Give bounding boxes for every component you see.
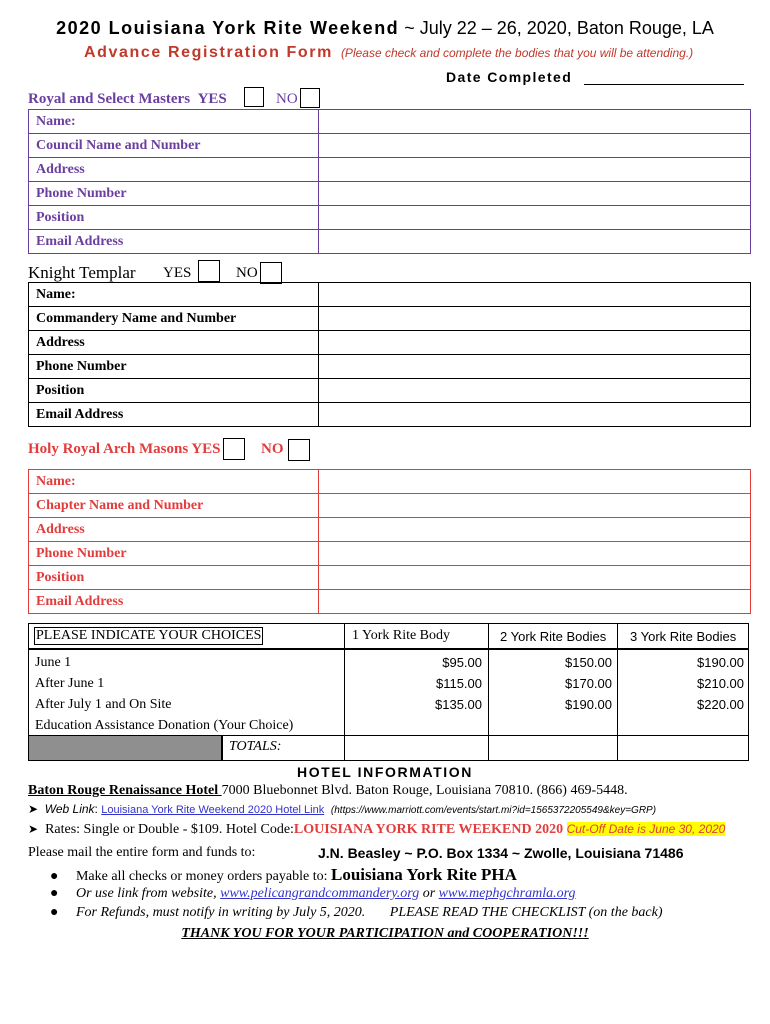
price-afterjune1-1[interactable]: $115.00 xyxy=(435,676,482,691)
hotel-link[interactable]: Louisiana York Rite Weekend 2020 Hotel Link xyxy=(101,804,325,816)
ra-chapter-label: Chapter Name and Number xyxy=(29,494,319,518)
hotel-code: LOUISIANA YORK RITE WEEKEND 2020 xyxy=(293,822,564,837)
ra-email-field[interactable] xyxy=(319,590,751,614)
or-text: or xyxy=(419,886,439,901)
col-2-bodies: 2 York Rite Bodies xyxy=(500,629,607,644)
rs-name-field[interactable] xyxy=(319,110,751,134)
col-3-prices[interactable] xyxy=(618,652,744,715)
choices-bottom-rule xyxy=(28,760,749,761)
checklist-text: PLEASE READ THE CHECKLIST (on the back) xyxy=(389,905,663,920)
arrow-bullet-icon: ➤ xyxy=(28,802,39,816)
choices-top-rule xyxy=(28,623,749,624)
refund-line: ● For Refunds, must notify in writing by July 5, 2020. PLEASE READ THE CHECKLIST (on the back) xyxy=(50,905,663,920)
payable-to: Louisiana York Rite PHA xyxy=(331,865,517,884)
cutoff-date: Cut-Off Date is June 30, 2020 xyxy=(566,822,726,836)
col-2-prices[interactable] xyxy=(489,652,612,715)
hotel-address-line xyxy=(28,783,628,799)
royal-select-table xyxy=(28,109,751,254)
choices-right-rule xyxy=(748,623,749,761)
choices-row-labels xyxy=(35,652,293,736)
kt-address-label: Address xyxy=(29,331,319,355)
rs-council-label: Council Name and Number xyxy=(29,134,319,158)
weblink-line: ➤ Web Link: Louisiana York Rite Weekend 2020 Hotel Link (https://www.marriott.com/events/start.mi?id=1565372205549&key=GRP) xyxy=(28,802,657,816)
rs-name-label: Name: xyxy=(29,110,319,134)
kt-yes-label: YES xyxy=(163,265,192,281)
rs-email-field[interactable] xyxy=(319,230,751,254)
kt-email-label: Email Address xyxy=(29,403,319,427)
kt-phone-label: Phone Number xyxy=(29,355,319,379)
royal-arch-heading: Holy Royal Arch Masons YES xyxy=(28,441,221,457)
ra-phone-label: Phone Number xyxy=(29,542,319,566)
subtitle-note: (Please check and complete the bodies that you will be attending.) xyxy=(340,46,694,60)
royal-arch-table xyxy=(28,469,751,614)
arrow-bullet-icon-2: ➤ xyxy=(28,822,39,836)
royal-select-heading: Royal and Select Masters YES xyxy=(28,91,227,107)
royal-select-no-label: NO xyxy=(276,91,298,107)
ra-name-field[interactable] xyxy=(319,470,751,494)
title-event: 2020 Louisiana York Rite Weekend xyxy=(56,18,400,38)
rs-position-field[interactable] xyxy=(319,206,751,230)
kt-phone-field[interactable] xyxy=(319,355,751,379)
hotel-link-url: (https://www.marriott.com/events/start.mi?id=1565372205549&key=GRP) xyxy=(330,805,657,816)
price-afterjune1-3[interactable]: $210.00 xyxy=(697,676,744,691)
rs-position-label: Position xyxy=(29,206,319,230)
rates-line xyxy=(28,822,725,838)
thank-you: THANK YOU FOR YOUR PARTICIPATION and COOPERATION!!! xyxy=(181,926,589,941)
col-1-body: 1 York Rite Body xyxy=(352,628,451,643)
form-title xyxy=(0,18,770,39)
rs-phone-label: Phone Number xyxy=(29,182,319,206)
title-dates: ~ July 22 – 26, 2020, Baton Rouge, LA xyxy=(399,18,714,38)
royal-select-no-checkbox[interactable] xyxy=(300,88,320,108)
row-afterjune1-label: After June 1 xyxy=(35,676,105,691)
ra-address-label: Address xyxy=(29,518,319,542)
rs-address-field[interactable] xyxy=(319,158,751,182)
kt-position-field[interactable] xyxy=(319,379,751,403)
choices-header: PLEASE INDICATE YOUR CHOICES xyxy=(36,628,262,643)
price-afterjuly1-2[interactable]: $190.00 xyxy=(565,697,612,712)
kt-name-label: Name: xyxy=(29,283,319,307)
refund-text: For Refunds, must notify in writing by July 5, 2020. xyxy=(75,905,366,920)
ra-name-label: Name: xyxy=(29,470,319,494)
ra-position-label: Position xyxy=(29,566,319,590)
kt-position-label: Position xyxy=(29,379,319,403)
subtitle-text: Advance Registration Form xyxy=(84,44,333,61)
knight-templar-table xyxy=(28,282,751,427)
ra-no-label: NO xyxy=(261,441,284,457)
price-june1-3[interactable]: $190.00 xyxy=(697,655,744,670)
payable-label: Make all checks or money orders payable to: xyxy=(75,869,328,884)
date-completed-label: Date Completed xyxy=(446,69,573,85)
rs-council-field[interactable] xyxy=(319,134,751,158)
price-june1-2[interactable]: $150.00 xyxy=(565,655,612,670)
kt-address-field[interactable] xyxy=(319,331,751,355)
totals-divider xyxy=(221,736,223,760)
row-afterjuly1-label: After July 1 and On Site xyxy=(35,697,172,712)
kt-no-label: NO xyxy=(236,265,258,281)
rates-text: Rates: Single or Double - $109. Hotel Code: xyxy=(45,822,294,837)
kt-commandery-field[interactable] xyxy=(319,307,751,331)
ra-no-checkbox[interactable] xyxy=(288,439,310,461)
royal-select-yes-checkbox[interactable] xyxy=(244,87,264,107)
kt-commandery-label: Commandery Name and Number xyxy=(29,307,319,331)
choices-head-rule xyxy=(28,648,749,650)
hotel-address: 7000 Bluebonnet Blvd. Baton Rouge, Louisiana 70810. (866) 469-5448. xyxy=(221,783,628,798)
form-subtitle xyxy=(84,44,693,62)
price-afterjuly1-3[interactable]: $220.00 xyxy=(697,697,744,712)
pelican-link[interactable]: www.pelicangrandcommandery.org xyxy=(220,886,420,901)
col-1-prices[interactable] xyxy=(345,652,482,715)
mail-address: J.N. Beasley ~ P.O. Box 1334 ~ Zwolle, Louisiana 71486 xyxy=(318,845,684,861)
mail-label: Please mail the entire form and funds to: xyxy=(28,845,256,860)
knight-templar-heading: Knight Templar xyxy=(28,263,136,282)
ra-yes-checkbox[interactable] xyxy=(223,438,245,460)
payable-line: ● Make all checks or money orders payable to: Louisiana York Rite PHA xyxy=(50,865,517,884)
totals-label: TOTALS: xyxy=(229,739,282,754)
rs-email-label: Email Address xyxy=(29,230,319,254)
ra-chapter-field[interactable] xyxy=(319,494,751,518)
row-june1-label: June 1 xyxy=(35,655,72,670)
price-afterjuly1-1[interactable]: $135.00 xyxy=(435,697,482,712)
kt-email-field[interactable] xyxy=(319,403,751,427)
ra-address-field[interactable] xyxy=(319,518,751,542)
kt-yes-checkbox[interactable] xyxy=(198,260,220,282)
col-3-bodies: 3 York Rite Bodies xyxy=(630,629,737,644)
row-donation-label: Education Assistance Donation (Your Choice) xyxy=(35,718,294,733)
hotel-name: Baton Rouge Renaissance Hotel xyxy=(28,783,222,798)
rs-address-label: Address xyxy=(29,158,319,182)
kt-no-checkbox[interactable] xyxy=(260,262,282,284)
mephgchramla-link[interactable]: www.mephgchramla.org xyxy=(438,886,576,901)
price-afterjune1-2[interactable]: $170.00 xyxy=(565,676,612,691)
date-completed-field[interactable] xyxy=(584,84,744,85)
or-link-text: Or use link from website, xyxy=(75,886,217,901)
price-june1-1[interactable]: $95.00 xyxy=(442,655,482,670)
ra-email-label: Email Address xyxy=(29,590,319,614)
website-line: ● Or use link from website, www.pelicangrandcommandery.org or www.mephgchramla.org xyxy=(50,886,576,901)
totals-shaded-cell xyxy=(29,736,221,760)
rs-phone-field[interactable] xyxy=(319,182,751,206)
kt-name-field[interactable] xyxy=(319,283,751,307)
hotel-heading: HOTEL INFORMATION xyxy=(296,764,473,780)
ra-position-field[interactable] xyxy=(319,566,751,590)
ra-phone-field[interactable] xyxy=(319,542,751,566)
weblink-label: Web Link xyxy=(44,802,95,816)
